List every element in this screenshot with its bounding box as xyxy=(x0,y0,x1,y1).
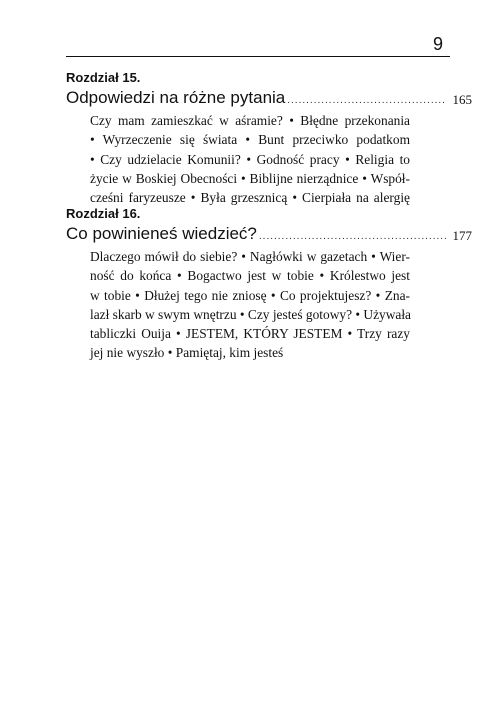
chapter-title: Odpowiedzi na różne pytania xyxy=(66,88,286,107)
chapter-16 xyxy=(66,206,472,363)
chapter-title: Co powinieneś wiedzieć? xyxy=(66,224,257,243)
chapter-title-row xyxy=(66,224,472,244)
summary-line: Dlaczego mówił do siebie? • Nagłówki w gazetach • Wier- xyxy=(90,249,410,264)
summary-line: tabliczki Ouija • JESTEM, KTÓRY JESTEM • Trzy razy xyxy=(90,326,410,342)
summary-line: Czy mam zamieszkać w aśramie? • Błędne przekonania xyxy=(90,113,410,128)
summary-line: • Wyrzeczenie się świata • Bunt przeciwko podatkom xyxy=(90,132,410,148)
chapter-label: Rozdział 16. xyxy=(66,206,141,221)
dot-leader xyxy=(259,232,446,242)
dot-leader xyxy=(287,96,446,106)
page-number: 9 xyxy=(432,34,443,54)
header-rule xyxy=(66,56,450,57)
chapter-page-ref: 165 xyxy=(452,92,472,107)
chapter-summary xyxy=(90,247,410,363)
summary-line: jej nie wyszło • Pamiętaj, kim jesteś xyxy=(90,345,284,361)
summary-line: cześni faryzeusze • Była grzesznicą • Cierpiała na alergię xyxy=(90,190,410,206)
chapter-15 xyxy=(66,70,472,207)
summary-line: w tobie • Dłużej tego nie zniosę • Co projektujesz? • Zna- xyxy=(90,287,410,303)
chapter-page-ref: 177 xyxy=(452,228,472,243)
chapter-title-row xyxy=(66,88,472,108)
summary-line: ność do końca • Bogactwo jest w tobie • Królestwo jest xyxy=(90,268,410,284)
summary-line: lazł skarb w swym wnętrzu • Czy jesteś gotowy? • Używała xyxy=(90,306,411,322)
summary-line: życie w Boskiej Obecności • Biblijne nierządnice • Współ- xyxy=(90,170,410,186)
chapter-label: Rozdział 15. xyxy=(66,70,141,85)
chapter-summary xyxy=(90,111,410,207)
summary-line: • Czy udzielacie Komunii? • Godność pracy • Religia to xyxy=(90,151,410,167)
